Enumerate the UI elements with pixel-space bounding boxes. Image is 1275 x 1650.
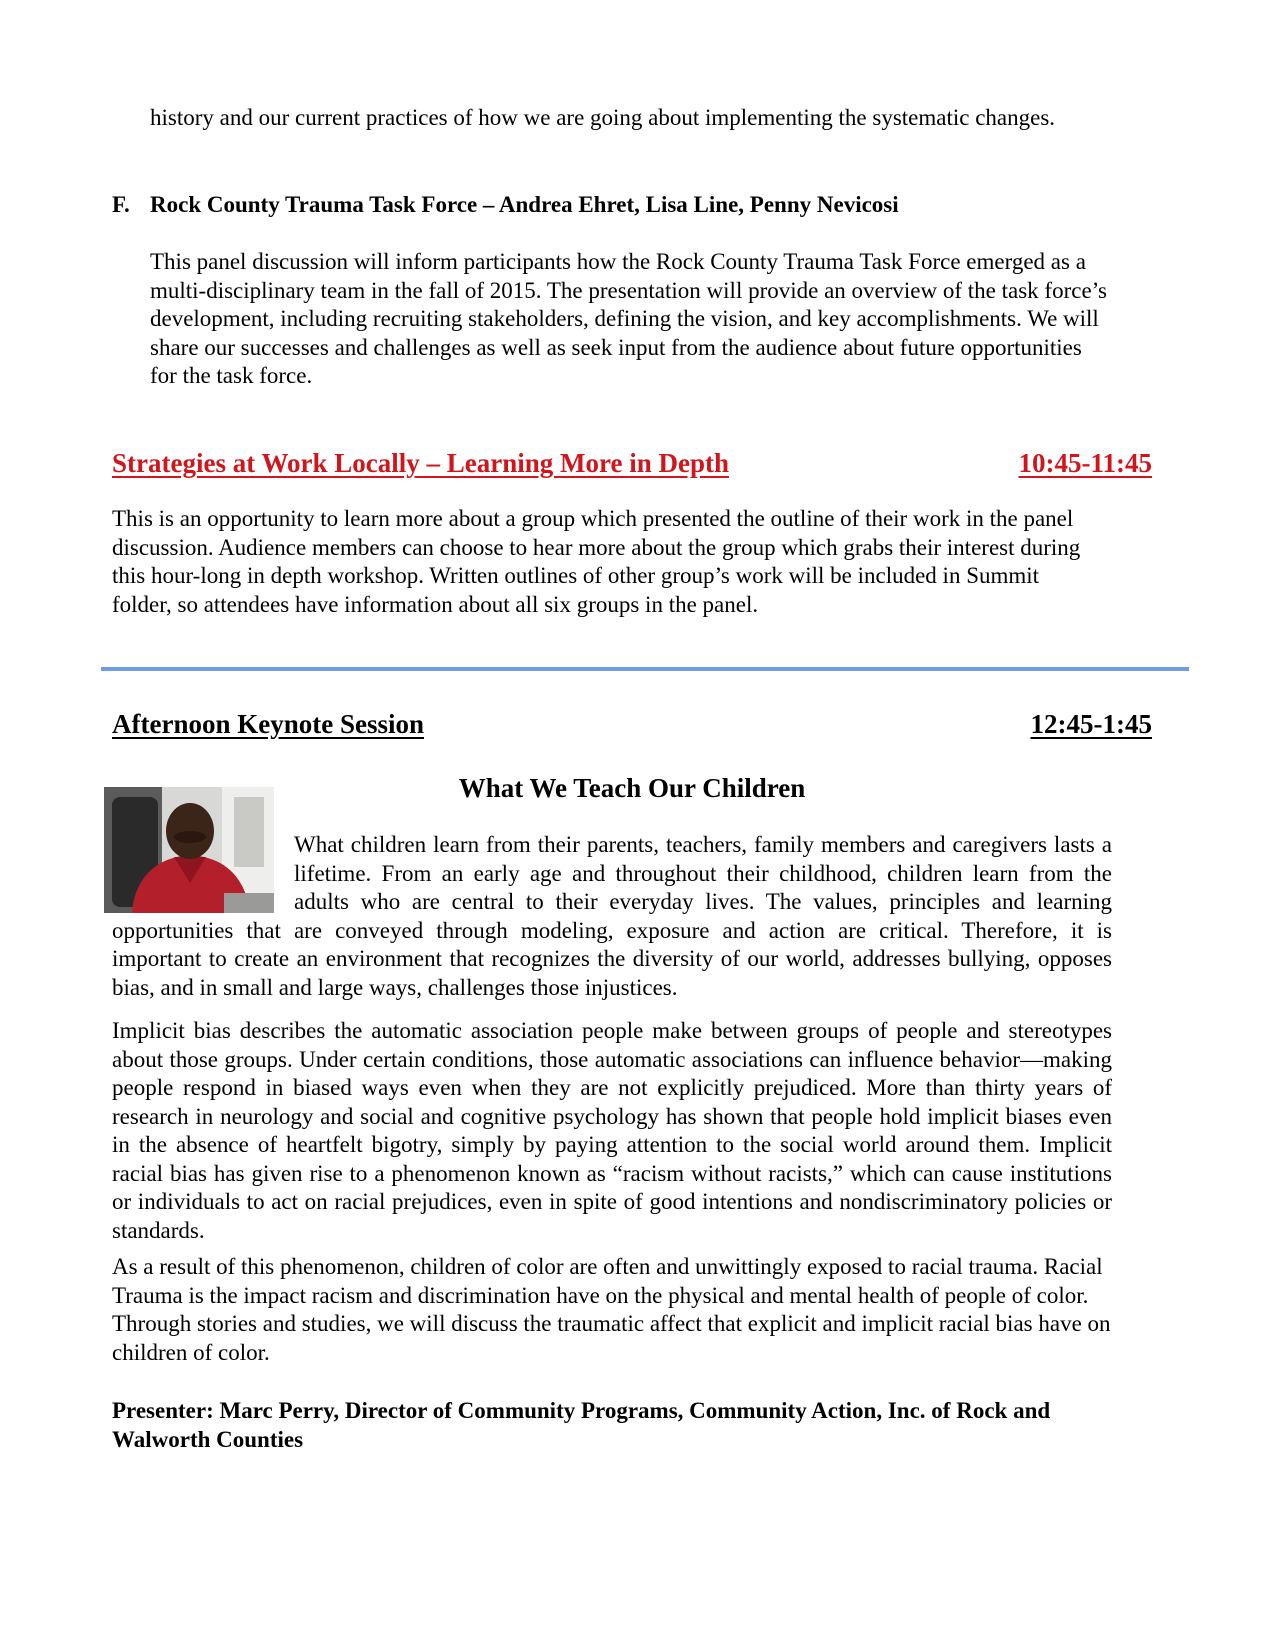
talk-paragraph-1 [112,831,1112,1002]
section-divider [101,667,1189,671]
strategies-time: 10:45-11:45 [1018,448,1152,478]
talk-paragraph-2: Implicit bias describes the automatic association people make between groups of people and stereotypes about those groups. Under certain conditions, those automatic associations can influence behavior—making people respond in biased ways even when they are not explicitly prejudiced. More than thirty years of research in neurology and social and cognitive psychology has shown that people hold implicit biases even in the absence of heartfelt bigotry, simply by paying attention to the social world around them. Implicit racial bias has given rise to a phenomenon known as “racism without racists,” which can cause institutions or individuals to act on racial prejudices, even in spite of good intentions and nondiscriminatory policies or standards. [112,1018,1112,1243]
section-f-heading [112,191,1152,220]
strategies-heading [112,448,1152,479]
photo-wrap-space [112,831,294,915]
afternoon-keynote-title: Afternoon Keynote Session [112,709,424,739]
talk-title: What We Teach Our Children [458,773,806,803]
afternoon-keynote-heading [112,709,1152,740]
section-f-body: This panel discussion will inform participants how the Rock County Trauma Task Force emerged as a multi-disciplinary team in the fall of 2015. The presentation will provide an overview of the task force’s development, including recruiting stakeholders, defining the vision, and key accomplishments. We will share our successes and challenges as well as seek input from the audience about future opportunities for the task force. [150,249,1108,388]
talk-paragraph-1-text: What children learn from their parents, teachers, family members and caregivers lasts a lifetime. From an early age and throughout their childhood, children learn from the adults who are central to their everyday lives. The values, principles and learning opportunities that are conveyed through modeling, exposure and action are critical. Therefore, it is important to create an environment that recognizes the diversity of our world, addresses bullying, opposes bias, and in small and large ways, challenges those injustices. [112,832,1112,1000]
strategies-body: This is an opportunity to learn more about a group which presented the outline of their work in the panel discussion. Audience members can choose to hear more about the group which grabs their interest during this hour-long in depth workshop. Written outlines of other group’s work will be included in Summit folder, so attendees have information about all six groups in the panel. [112,506,1081,617]
carryover-paragraph: history and our current practices of how we are going about implementing the systematic changes. [150,105,1056,130]
talk-paragraph-3: As a result of this phenomenon, children of color are often and unwittingly exposed to racial trauma. Racial Trauma is the impact racism and discrimination have on the physical and mental health of people of color. Through stories and studies, we will discuss the traumatic affect that explicit and implicit racial bias have on children of color. [112,1254,1111,1365]
strategies-title: Strategies at Work Locally – Learning More in Depth [112,448,729,478]
afternoon-keynote-time: 12:45-1:45 [1030,709,1152,739]
presenter-credit: Presenter: Marc Perry, Director of Community Programs, Community Action, Inc. of Rock and Walworth Counties [112,1398,1051,1452]
section-f-letter: F. [112,192,130,217]
section-f-title: Rock County Trauma Task Force – Andrea Ehret, Lisa Line, Penny Nevicosi [150,192,899,217]
